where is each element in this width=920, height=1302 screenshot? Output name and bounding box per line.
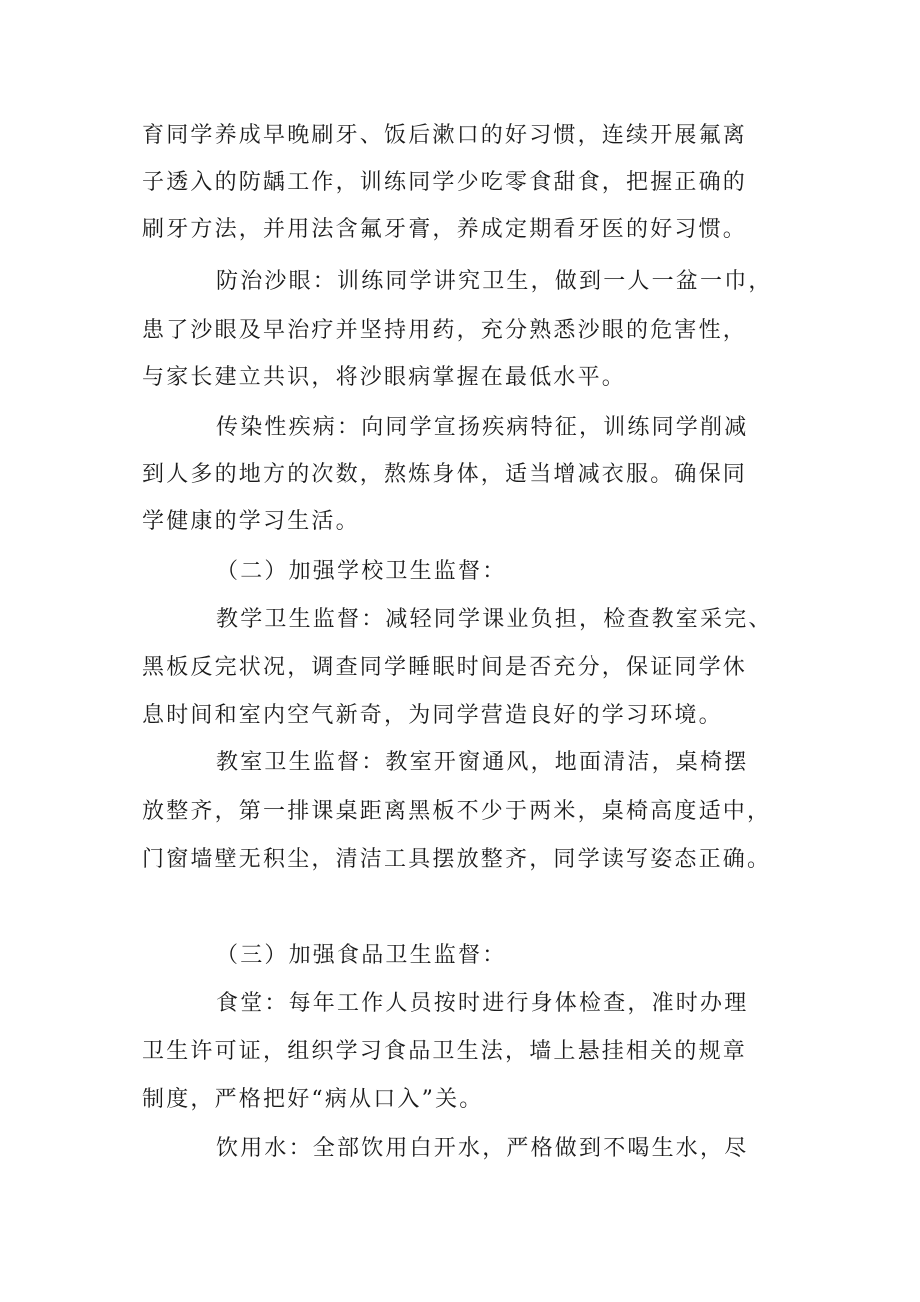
paragraph-start-line: 教学卫生监督：减轻同学课业负担，检查教室采完、 xyxy=(216,607,773,632)
paragraph-start-line: 食堂：每年工作人员按时进行身体检查，准时办理 xyxy=(216,991,749,1016)
text-line: 黑板反完状况，调查同学睡眠时间是否充分，保证同学休 xyxy=(142,655,748,680)
paragraph-start-line: 教室卫生监督：教室开窗通风，地面清洁，桌椅摆 xyxy=(216,750,749,775)
text-line: 制度，严格把好“病从口入”关。 xyxy=(142,1087,484,1112)
text-line: 到人多的地方的次数，熬炼身体，适当增减衣服。确保同 xyxy=(142,462,748,487)
paragraph-start-line: 饮用水：全部饮用白开水，严格做到不喝生水，尽 xyxy=(216,1136,749,1161)
section-heading: （二）加强学校卫生监督： xyxy=(216,559,507,584)
paragraph-start-line: 传染性疾病：向同学宣扬疾病特征，训练同学削减 xyxy=(216,415,749,440)
text-line: 患了沙眼及早治疗并坚持用药，充分熟悉沙眼的危害性， xyxy=(142,318,748,343)
text-line: 刷牙方法，并用法含氟牙膏，养成定期看牙医的好习惯。 xyxy=(142,217,748,242)
text-line: 息时间和室内空气新奇，为同学营造良好的学习环境。 xyxy=(142,703,723,728)
text-line: 放整齐，第一排课桌距离黑板不少于两米，桌椅高度适中， xyxy=(142,799,772,824)
text-line: 学健康的学习生活。 xyxy=(142,509,360,534)
paragraph-start-line: 防治沙眼：训练同学讲究卫生，做到一人一盆一巾， xyxy=(216,269,773,294)
text-line: 门窗墙壁无积尘，清洁工具摆放整齐，同学读写姿态正确。 xyxy=(142,847,772,872)
text-line: 子透入的防龋工作，训练同学少吃零食甜食，把握正确的 xyxy=(142,170,748,195)
text-line: 与家长建立共识，将沙眼病掌握在最低水平。 xyxy=(142,365,627,390)
text-line: 育同学养成早晚刷牙、饭后漱口的好习惯，连续开展氟离 xyxy=(142,123,748,148)
section-heading: （三）加强食品卫生监督： xyxy=(216,943,507,968)
text-line: 卫生许可证，组织学习食品卫生法，墙上悬挂相关的规章 xyxy=(142,1039,748,1064)
